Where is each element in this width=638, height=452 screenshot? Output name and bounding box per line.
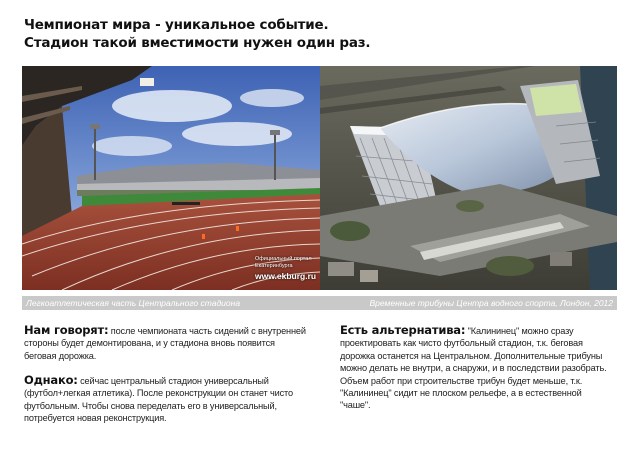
slide-title	[24, 16, 544, 52]
aquatics-centre-illustration	[320, 66, 617, 290]
told-text: после чемпионата часть сидений с внутренней стороны будет демонтирована, и у стадиона вновь появится беговая дорожка.	[24, 326, 306, 361]
alternative-paragraph	[340, 324, 612, 412]
watermark-url: www.ekburg.ru	[255, 271, 317, 281]
however-text: сейчас центральный стадион универсальный (футбол+легкая атлетика). После реконструкции он станет чисто футбольным. Чтобы снова переделать его в универсальный, потребуется новая реконструкция.	[24, 376, 293, 424]
caption-left: Легкоатлетическая часть Центрального стадиона	[26, 298, 241, 308]
however-heading: Однако:	[24, 373, 78, 387]
told-heading: Нам говорят:	[24, 323, 109, 337]
alternative-heading: Есть альтернатива:	[340, 323, 466, 337]
title-line-1: Чемпионат мира - уникальное событие.	[24, 17, 329, 33]
watermark-line-1: Официальный портал	[255, 256, 312, 262]
portal-watermark	[255, 256, 319, 281]
caption-right: Временные трибуны Центра водного спорта, Лондон, 2012	[369, 298, 613, 308]
watermark-line-2: Екатеринбурга	[255, 263, 293, 269]
however-paragraph	[24, 374, 306, 425]
caption-bar	[22, 296, 617, 310]
alternative-text: "Калининец" можно сразу проектировать как чисто футбольный стадион, т.к. беговая дорожка останется на Центральном. Дополнительные трибуны можно делать не внутри, а снаружи, и в последствии разобрать. Объем работ при строительстве трибун будет меньше, т.к. "Калининец" сидит не плоском рельефе, а в естественной "чаше".	[340, 326, 607, 411]
told-paragraph	[24, 324, 306, 362]
aquatics-centre-photo	[320, 66, 617, 290]
title-line-2: Стадион такой вместимости нужен один раз.	[24, 35, 371, 51]
